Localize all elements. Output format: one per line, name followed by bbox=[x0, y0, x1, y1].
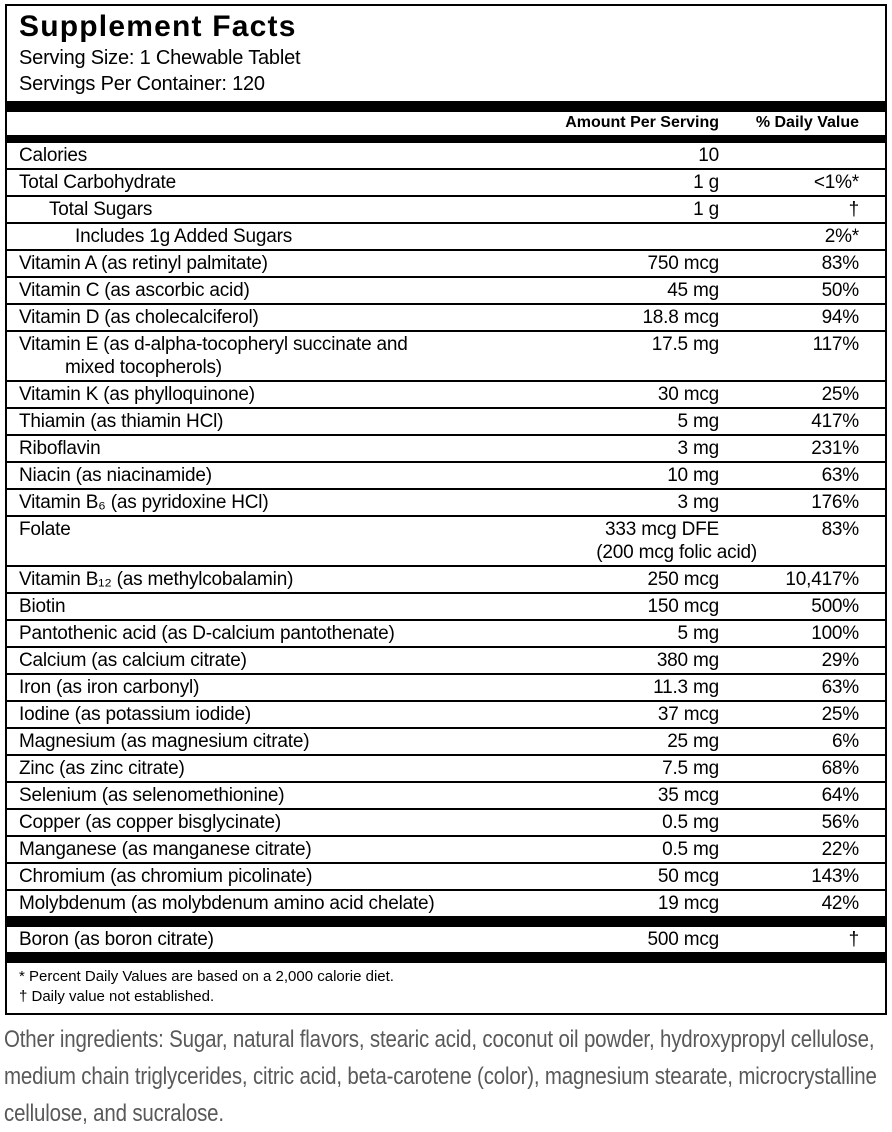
nutrient-name: Selenium (as selenomethionine) bbox=[19, 785, 285, 806]
nutrient-daily-value: 50% bbox=[821, 280, 859, 301]
nutrient-name: Copper (as copper bisglycinate) bbox=[19, 812, 282, 833]
nutrient-name: Vitamin B₁₂ (as methylcobalamin) bbox=[19, 569, 294, 590]
nutrient-amount: 30 mcg bbox=[657, 384, 719, 405]
footnotes bbox=[7, 963, 885, 1013]
nutrient-daily-value: 94% bbox=[821, 307, 859, 328]
nutrient-name: Iodine (as potassium iodide) bbox=[19, 704, 252, 725]
nutrient-row bbox=[7, 927, 885, 952]
nutrient-amount: 3 mg bbox=[677, 492, 719, 513]
extra-facts-rows bbox=[7, 927, 885, 952]
divider-bar-above-boron bbox=[7, 916, 885, 927]
nutrient-row bbox=[7, 646, 885, 673]
nutrient-row bbox=[7, 754, 885, 781]
nutrient-amount: 19 mcg bbox=[657, 893, 719, 914]
nutrient-amount: 0.5 mg bbox=[662, 812, 719, 833]
nutrient-row bbox=[7, 461, 885, 488]
nutrient-amount: 35 mcg bbox=[657, 785, 719, 806]
nutrient-amount: 1 g bbox=[693, 172, 719, 193]
nutrient-amount: 7.5 mg bbox=[662, 758, 719, 779]
nutrient-daily-value: 56% bbox=[821, 812, 859, 833]
nutrient-amount: 0.5 mg bbox=[662, 839, 719, 860]
nutrient-name: Biotin bbox=[19, 596, 66, 617]
nutrient-name: Manganese (as manganese citrate) bbox=[19, 839, 312, 860]
nutrient-daily-value: 68% bbox=[821, 758, 859, 779]
nutrient-row bbox=[7, 222, 885, 249]
nutrient-name: Riboflavin bbox=[19, 438, 101, 459]
nutrient-amount: 150 mcg bbox=[647, 596, 719, 617]
nutrient-name: Molybdenum (as molybdenum amino acid chelate) bbox=[19, 893, 435, 914]
nutrient-row bbox=[7, 592, 885, 619]
divider-bar-above-footnotes bbox=[7, 952, 885, 963]
nutrient-daily-value: † bbox=[848, 929, 859, 950]
daily-value-column-header: % Daily Value bbox=[755, 114, 859, 131]
supplement-facts-page bbox=[0, 4, 892, 1132]
nutrient-row bbox=[7, 168, 885, 195]
nutrient-name: Total Carbohydrate bbox=[19, 172, 176, 193]
nutrient-daily-value: 22% bbox=[821, 839, 859, 860]
nutrient-amount: 11.3 mg bbox=[653, 677, 719, 698]
nutrient-row bbox=[7, 249, 885, 276]
nutrient-row bbox=[7, 276, 885, 303]
footnote-daily-value-not-established: † Daily value not established. bbox=[19, 988, 215, 1005]
nutrient-row bbox=[7, 515, 885, 565]
nutrient-daily-value: 143% bbox=[811, 866, 859, 887]
nutrient-daily-value: 83% bbox=[821, 519, 859, 540]
nutrient-amount: 380 mg bbox=[656, 650, 719, 671]
nutrient-row bbox=[7, 303, 885, 330]
nutrient-daily-value: 231% bbox=[811, 438, 859, 459]
nutrient-daily-value: 176% bbox=[811, 492, 859, 513]
other-ingredients-text: Other ingredients: Sugar, natural flavors, stearic acid, coconut oil powder, hydroxypropyl cellulose, medium chain triglycerides, citric acid, beta-carotene (color), magnesium stearate, microcrystalline cellulose, and sucralose. bbox=[4, 1026, 877, 1127]
nutrient-name: Zinc (as zinc citrate) bbox=[19, 758, 185, 779]
nutrient-row bbox=[7, 835, 885, 862]
nutrient-row bbox=[7, 380, 885, 407]
nutrient-name: Calories bbox=[19, 145, 88, 166]
nutrient-daily-value: 63% bbox=[821, 677, 859, 698]
nutrient-name: Vitamin A (as retinyl palmitate) bbox=[19, 253, 268, 274]
column-headers bbox=[7, 112, 885, 135]
nutrient-daily-value: 2%* bbox=[824, 226, 859, 247]
nutrient-name: Thiamin (as thiamin HCl) bbox=[19, 411, 224, 432]
nutrient-daily-value: 42% bbox=[821, 893, 859, 914]
facts-rows bbox=[7, 143, 885, 916]
supplement-facts-panel bbox=[5, 4, 887, 1015]
nutrient-daily-value: 25% bbox=[821, 384, 859, 405]
nutrient-daily-value: 63% bbox=[821, 465, 859, 486]
nutrient-amount: 750 mcg bbox=[647, 253, 719, 274]
nutrient-name: Total Sugars bbox=[49, 199, 153, 220]
nutrient-daily-value: 29% bbox=[821, 650, 859, 671]
servings-per-container: Servings Per Container: 120 bbox=[19, 73, 265, 95]
nutrient-row bbox=[7, 619, 885, 646]
nutrient-daily-value: 117% bbox=[812, 334, 859, 355]
nutrient-amount: 45 mg bbox=[667, 280, 719, 301]
nutrient-row bbox=[7, 889, 885, 916]
nutrient-name-line2: mixed tocopherols) bbox=[65, 357, 222, 378]
nutrient-name: Pantothenic acid (as D-calcium pantothenate) bbox=[19, 623, 395, 644]
nutrient-amount: 18.8 mcg bbox=[642, 307, 719, 328]
serving-size: Serving Size: 1 Chewable Tablet bbox=[19, 47, 301, 69]
nutrient-row bbox=[7, 143, 885, 168]
nutrient-row bbox=[7, 434, 885, 461]
nutrient-name: Niacin (as niacinamide) bbox=[19, 465, 212, 486]
nutrient-amount: 10 bbox=[698, 145, 719, 166]
nutrient-row bbox=[7, 195, 885, 222]
divider-bar-top bbox=[7, 101, 885, 112]
nutrient-daily-value: 25% bbox=[821, 704, 859, 725]
nutrient-row bbox=[7, 808, 885, 835]
divider-bar-under-headers bbox=[7, 135, 885, 143]
nutrient-row bbox=[7, 407, 885, 434]
nutrient-amount: 3 mg bbox=[677, 438, 719, 459]
nutrient-name: Calcium (as calcium citrate) bbox=[19, 650, 247, 671]
nutrient-row bbox=[7, 700, 885, 727]
nutrient-name: Includes 1g Added Sugars bbox=[75, 226, 293, 247]
nutrient-daily-value: 500% bbox=[811, 596, 859, 617]
footnote-percent-daily-values: * Percent Daily Values are based on a 2,000 calorie diet. bbox=[19, 968, 394, 985]
nutrient-amount: 25 mg bbox=[667, 731, 719, 752]
panel-title: Supplement Facts bbox=[19, 10, 297, 43]
nutrient-row bbox=[7, 330, 885, 380]
nutrient-name: Iron (as iron carbonyl) bbox=[19, 677, 200, 698]
nutrient-name: Folate bbox=[19, 519, 71, 540]
nutrient-amount: 17.5 mg bbox=[651, 334, 719, 355]
nutrient-daily-value: 6% bbox=[831, 731, 859, 752]
nutrient-daily-value: 100% bbox=[811, 623, 859, 644]
nutrient-row bbox=[7, 565, 885, 592]
nutrient-row bbox=[7, 488, 885, 515]
nutrient-row bbox=[7, 727, 885, 754]
panel-header bbox=[7, 6, 885, 101]
nutrient-amount: 1 g bbox=[693, 199, 719, 220]
nutrient-row bbox=[7, 781, 885, 808]
nutrient-row bbox=[7, 862, 885, 889]
nutrient-daily-value: <1%* bbox=[813, 172, 859, 193]
nutrient-name: Vitamin D (as cholecalciferol) bbox=[19, 307, 259, 328]
nutrient-amount: 5 mg bbox=[677, 623, 719, 644]
nutrient-name: Vitamin E (as d-alpha-tocopheryl succinate and mixed tocopherols) bbox=[19, 333, 554, 379]
nutrient-row bbox=[7, 673, 885, 700]
nutrient-amount: 37 mcg bbox=[657, 704, 719, 725]
amount-column-header: Amount Per Serving bbox=[565, 114, 719, 131]
nutrient-amount: 5 mg bbox=[677, 411, 719, 432]
nutrient-amount: 50 mcg bbox=[657, 866, 719, 887]
nutrient-name: Chromium (as chromium picolinate) bbox=[19, 866, 313, 887]
nutrient-name: Magnesium (as magnesium citrate) bbox=[19, 731, 310, 752]
nutrient-name: Boron (as boron citrate) bbox=[19, 929, 214, 950]
nutrient-daily-value: 83% bbox=[821, 253, 859, 274]
nutrient-daily-value: 10,417% bbox=[785, 569, 859, 590]
nutrient-name: Vitamin B₆ (as pyridoxine HCl) bbox=[19, 492, 269, 513]
nutrient-daily-value: 64% bbox=[821, 785, 859, 806]
nutrient-daily-value: 417% bbox=[811, 411, 859, 432]
nutrient-amount-line2: (200 mcg folic acid) bbox=[596, 542, 757, 563]
nutrient-name: Vitamin K (as phylloquinone) bbox=[19, 384, 255, 405]
nutrient-daily-value: † bbox=[848, 199, 859, 220]
nutrient-amount: 250 mcg bbox=[647, 569, 719, 590]
nutrient-name: Vitamin C (as ascorbic acid) bbox=[19, 280, 250, 301]
nutrient-amount: 500 mcg bbox=[647, 929, 719, 950]
nutrient-amount: 333 mcg DFE (200 mcg folic acid) bbox=[554, 518, 719, 564]
nutrient-amount: 10 mg bbox=[667, 465, 719, 486]
